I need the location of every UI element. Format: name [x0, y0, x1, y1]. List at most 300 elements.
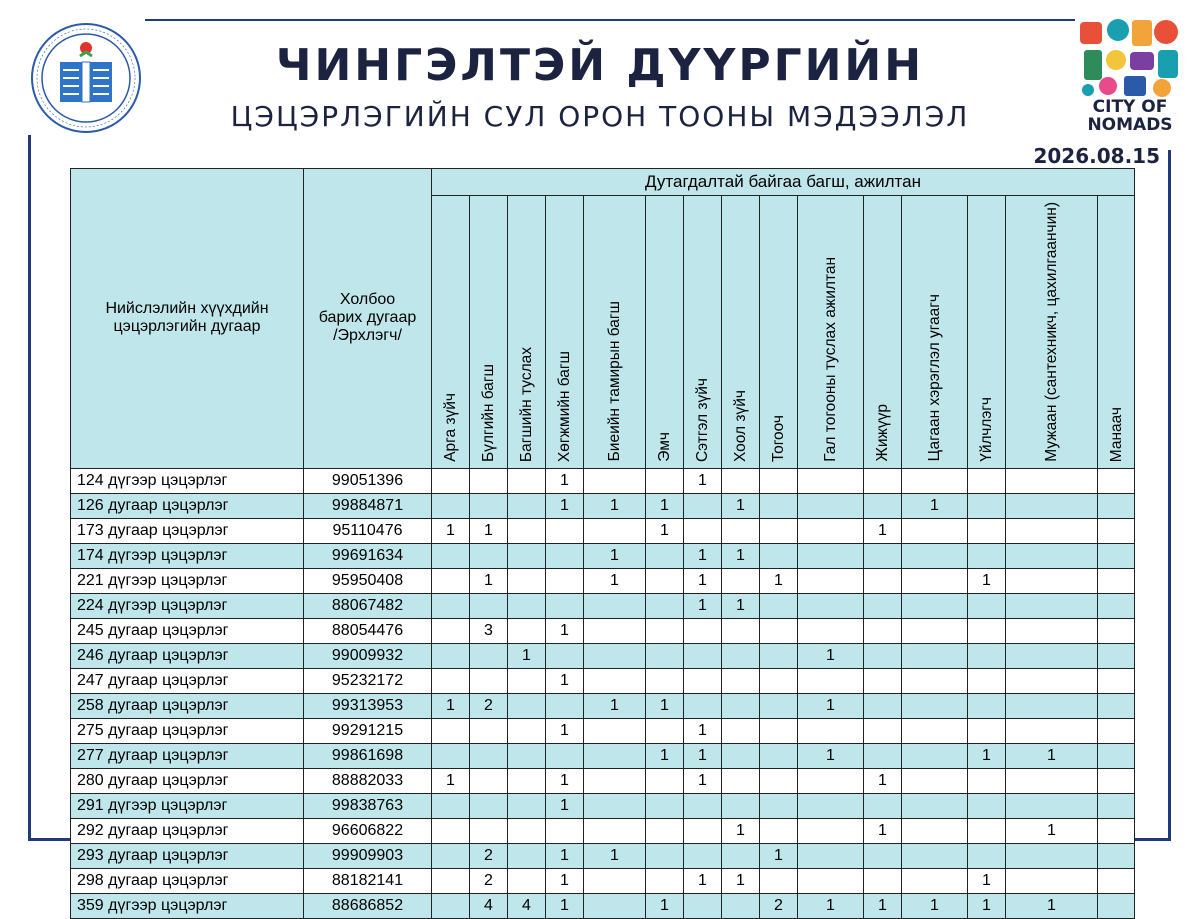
vacancy-count-cell: 1: [864, 518, 902, 543]
vacancy-count-cell: [470, 593, 508, 618]
vacancy-count-cell: 1: [546, 668, 584, 693]
vacancy-count-cell: [432, 668, 470, 693]
vacancy-count-cell: [798, 668, 864, 693]
vacancy-count-cell: [684, 493, 722, 518]
vacancy-count-cell: [684, 643, 722, 668]
vacancy-count-cell: [902, 618, 968, 643]
vacancy-count-cell: 1: [760, 843, 798, 868]
vacancy-count-cell: [864, 743, 902, 768]
header-contact-number: [304, 169, 432, 469]
table-row: [71, 893, 1135, 918]
vacancy-count-cell: [1098, 468, 1135, 493]
vacancy-count-cell: [864, 693, 902, 718]
table-row: [71, 568, 1135, 593]
header-position-label: Жижүүр: [874, 404, 891, 462]
header-position: [1006, 196, 1098, 469]
vacancy-count-cell: [864, 593, 902, 618]
vacancy-count-cell: [902, 643, 968, 668]
vacancy-count-cell: [722, 518, 760, 543]
vacancy-count-cell: 1: [432, 768, 470, 793]
vacancy-count-cell: 1: [646, 893, 684, 918]
vacancy-count-cell: [432, 743, 470, 768]
vacancy-count-cell: 1: [902, 893, 968, 918]
vacancy-count-cell: 1: [684, 718, 722, 743]
vacancy-count-cell: [1098, 718, 1135, 743]
vacancy-count-cell: [1098, 743, 1135, 768]
header-position: [722, 196, 760, 469]
vacancy-count-cell: 1: [684, 868, 722, 893]
contact-phone: 88686852: [304, 893, 432, 918]
vacancy-count-cell: [646, 568, 684, 593]
header-position-label: Хөгжмийн багш: [556, 350, 573, 462]
vacancy-count-cell: [968, 543, 1006, 568]
vacancy-count-cell: [722, 793, 760, 818]
vacancy-count-cell: [968, 818, 1006, 843]
vacancy-count-cell: 1: [546, 868, 584, 893]
vacancy-count-cell: [968, 618, 1006, 643]
vacancy-count-cell: 1: [508, 643, 546, 668]
vacancy-count-cell: [684, 893, 722, 918]
vacancy-count-cell: 1: [646, 493, 684, 518]
kindergarten-name: 277 дугаар цэцэрлэг: [71, 743, 304, 768]
vacancy-count-cell: [1006, 768, 1098, 793]
vacancy-count-cell: [508, 868, 546, 893]
vacancy-count-cell: [902, 768, 968, 793]
vacancy-count-cell: [684, 618, 722, 643]
vacancy-count-cell: [432, 868, 470, 893]
vacancy-count-cell: 1: [684, 568, 722, 593]
vacancy-count-cell: [722, 743, 760, 768]
vacancy-count-cell: 2: [470, 843, 508, 868]
header-position: [684, 196, 722, 469]
logo-text-line-1: CITY OF: [1092, 97, 1168, 117]
header-position: [646, 196, 684, 469]
header-position: [864, 196, 902, 469]
vacancy-count-cell: 1: [584, 568, 646, 593]
vacancy-count-cell: [760, 793, 798, 818]
table-row: [71, 693, 1135, 718]
table-row: [71, 468, 1135, 493]
vacancy-count-cell: [684, 818, 722, 843]
vacancy-count-cell: [1098, 493, 1135, 518]
kindergarten-name: 359 дүгээр цэцэрлэг: [71, 893, 304, 918]
vacancy-count-cell: [1006, 693, 1098, 718]
contact-phone: 99691634: [304, 543, 432, 568]
vacancy-count-cell: 2: [470, 868, 508, 893]
vacancy-count-cell: [902, 668, 968, 693]
contact-phone: 99884871: [304, 493, 432, 518]
left-border-line: [28, 135, 31, 840]
vacancy-count-cell: 1: [798, 693, 864, 718]
header-position: [470, 196, 508, 469]
vacancy-count-cell: 1: [798, 643, 864, 668]
vacancy-count-cell: [1098, 893, 1135, 918]
contact-phone: 96606822: [304, 818, 432, 843]
vacancy-count-cell: [546, 693, 584, 718]
header-position: [798, 196, 864, 469]
contact-phone: 88067482: [304, 593, 432, 618]
table-row: [71, 868, 1135, 893]
vacancy-count-cell: 1: [584, 493, 646, 518]
vacancy-count-cell: [432, 718, 470, 743]
vacancy-count-cell: 4: [508, 893, 546, 918]
vacancy-count-cell: [798, 518, 864, 543]
vacancy-count-cell: 2: [470, 693, 508, 718]
vacancy-count-cell: [798, 568, 864, 593]
vacancy-count-cell: [432, 793, 470, 818]
vacancy-count-cell: [798, 593, 864, 618]
contact-phone: 95950408: [304, 568, 432, 593]
vacancy-count-cell: [902, 843, 968, 868]
table-row: [71, 668, 1135, 693]
vacancy-count-cell: 1: [684, 468, 722, 493]
vacancy-count-cell: [798, 868, 864, 893]
contact-phone: 95110476: [304, 518, 432, 543]
contact-phone: 99291215: [304, 718, 432, 743]
kindergarten-name: 173 дугаар цэцэрлэг: [71, 518, 304, 543]
vacancy-count-cell: [508, 768, 546, 793]
vacancy-count-cell: [584, 868, 646, 893]
table-row: [71, 543, 1135, 568]
vacancy-count-cell: [508, 518, 546, 543]
vacancy-count-cell: [432, 843, 470, 868]
vacancy-count-cell: [902, 868, 968, 893]
contact-phone: 99861698: [304, 743, 432, 768]
vacancy-count-cell: [646, 593, 684, 618]
vacancy-count-cell: 1: [722, 593, 760, 618]
vacancy-count-cell: [584, 893, 646, 918]
vacancy-count-cell: [902, 693, 968, 718]
vacancy-count-cell: [968, 768, 1006, 793]
vacancy-count-cell: [1006, 793, 1098, 818]
vacancy-count-cell: [902, 568, 968, 593]
vacancy-count-cell: [470, 668, 508, 693]
vacancy-count-cell: [584, 668, 646, 693]
vacancy-count-cell: 1: [584, 843, 646, 868]
header-school-label: Нийслэлийн хүүхдийн цэцэрлэгийн дугаар: [105, 300, 269, 336]
vacancy-count-cell: [722, 893, 760, 918]
vacancy-count-cell: [760, 693, 798, 718]
vacancy-count-cell: [968, 693, 1006, 718]
vacancy-count-cell: [470, 493, 508, 518]
header-position: [546, 196, 584, 469]
vacancy-count-cell: 1: [584, 693, 646, 718]
vacancy-count-cell: [760, 493, 798, 518]
vacancy-count-cell: [902, 793, 968, 818]
vacancy-count-cell: [470, 768, 508, 793]
vacancy-count-cell: [584, 468, 646, 493]
table-row: [71, 793, 1135, 818]
vacancy-count-cell: 2: [760, 893, 798, 918]
vacancy-count-cell: [508, 593, 546, 618]
vacancy-count-cell: [798, 768, 864, 793]
vacancy-count-cell: 1: [646, 743, 684, 768]
vacancy-count-cell: [1006, 493, 1098, 518]
vacancy-count-cell: [722, 768, 760, 793]
kindergarten-name: 126 дугаар цэцэрлэг: [71, 493, 304, 518]
header-position: [508, 196, 546, 469]
vacancy-count-cell: [508, 543, 546, 568]
vacancy-count-cell: [722, 568, 760, 593]
vacancy-count-cell: [584, 818, 646, 843]
vacancy-count-cell: [902, 468, 968, 493]
vacancy-count-cell: [1006, 568, 1098, 593]
vacancy-count-cell: 1: [684, 743, 722, 768]
vacancy-count-cell: [584, 768, 646, 793]
header-position: [902, 196, 968, 469]
kindergarten-name: 247 дугаар цэцэрлэг: [71, 668, 304, 693]
vacancy-count-cell: [584, 743, 646, 768]
vacancy-count-cell: [760, 768, 798, 793]
header-position-label: Мужаан (сантехникч, цахилгаанчин): [1043, 202, 1060, 462]
vacancy-count-cell: 1: [968, 743, 1006, 768]
vacancy-count-cell: [432, 818, 470, 843]
vacancy-count-cell: 1: [646, 518, 684, 543]
page-subtitle: ЦЭЦЭРЛЭГИЙН СУЛ ОРОН ТООНЫ МЭДЭЭЛЭЛ: [230, 100, 970, 133]
header-position-label: Манаач: [1107, 406, 1125, 462]
header-position-label: Багшийн туслах: [518, 346, 535, 462]
vacancy-count-cell: [864, 718, 902, 743]
vacancy-count-cell: 1: [646, 693, 684, 718]
vacancy-count-cell: [546, 543, 584, 568]
vacancy-count-cell: [546, 593, 584, 618]
vacancy-count-cell: [646, 643, 684, 668]
header-position-label: Үйлчлэгч: [978, 397, 995, 462]
vacancy-count-cell: [1006, 468, 1098, 493]
vacancy-count-cell: 1: [546, 893, 584, 918]
vacancy-count-cell: 1: [798, 743, 864, 768]
kindergarten-name: 275 дугаар цэцэрлэг: [71, 718, 304, 743]
vacancy-count-cell: [646, 818, 684, 843]
vacancy-count-cell: [508, 668, 546, 693]
vacancy-count-cell: [864, 868, 902, 893]
vacancy-count-cell: 1: [546, 468, 584, 493]
vacancy-count-cell: [722, 618, 760, 643]
vacancy-count-cell: [546, 818, 584, 843]
vacancy-count-cell: [722, 468, 760, 493]
kindergarten-name: 224 дүгээр цэцэрлэг: [71, 593, 304, 618]
vacancy-count-cell: [1006, 543, 1098, 568]
vacancy-count-cell: 1: [546, 618, 584, 643]
vacancy-count-cell: [968, 593, 1006, 618]
table-row: [71, 618, 1135, 643]
vacancy-count-cell: [722, 718, 760, 743]
vacancy-count-cell: [432, 493, 470, 518]
header-position-label: Цагаан хэрэглэл угаагч: [926, 294, 943, 462]
vacancy-count-cell: [798, 543, 864, 568]
vacancy-count-cell: [722, 843, 760, 868]
kindergarten-name: 124 дүгээр цэцэрлэг: [71, 468, 304, 493]
table-row: [71, 493, 1135, 518]
vacancy-count-cell: [684, 518, 722, 543]
vacancy-count-cell: [584, 618, 646, 643]
contact-phone: 99838763: [304, 793, 432, 818]
table-row: [71, 593, 1135, 618]
vacancy-count-cell: [864, 568, 902, 593]
vacancy-count-cell: [864, 493, 902, 518]
vacancy-count-cell: [760, 468, 798, 493]
vacancy-count-cell: 1: [546, 768, 584, 793]
vacancy-count-cell: [508, 693, 546, 718]
vacancy-count-cell: [508, 618, 546, 643]
vacancy-count-cell: [798, 618, 864, 643]
vacancy-count-cell: [760, 618, 798, 643]
vacancy-count-cell: [760, 593, 798, 618]
vacancy-count-cell: 1: [432, 518, 470, 543]
vacancy-count-cell: [684, 793, 722, 818]
vacancy-count-cell: [1098, 668, 1135, 693]
vacancy-count-cell: [1006, 593, 1098, 618]
vacancy-count-cell: 1: [722, 493, 760, 518]
vacancy-count-cell: 1: [584, 543, 646, 568]
kindergarten-name: 258 дугаар цэцэрлэг: [71, 693, 304, 718]
vacancy-count-cell: 1: [722, 543, 760, 568]
vacancy-count-cell: [508, 818, 546, 843]
vacancy-count-cell: 1: [546, 793, 584, 818]
vacancy-count-cell: [1006, 643, 1098, 668]
vacancy-count-cell: [432, 468, 470, 493]
vacancy-count-cell: [1098, 618, 1135, 643]
vacancy-count-cell: [902, 743, 968, 768]
vacancy-count-cell: 1: [864, 768, 902, 793]
vacancy-count-cell: [432, 618, 470, 643]
header-position-label: Гал тогооны туслах ажилтан: [822, 257, 839, 462]
vacancy-count-cell: [760, 518, 798, 543]
vacancy-count-cell: [508, 793, 546, 818]
header-position-label: Биеийн тамирын багш: [606, 301, 623, 462]
vacancy-count-cell: 4: [470, 893, 508, 918]
contact-phone: 99313953: [304, 693, 432, 718]
top-border-line: [145, 19, 1075, 21]
vacancy-count-cell: [864, 668, 902, 693]
vacancy-count-cell: [1006, 843, 1098, 868]
vacancy-count-cell: [470, 468, 508, 493]
vacancy-count-cell: [546, 743, 584, 768]
vacancy-count-cell: [864, 618, 902, 643]
header-position-label: Эмч: [656, 432, 673, 462]
vacancy-count-cell: 1: [722, 868, 760, 893]
contact-phone: 99009932: [304, 643, 432, 668]
kindergarten-name: 174 дүгээр цэцэрлэг: [71, 543, 304, 568]
contact-phone: 88182141: [304, 868, 432, 893]
vacancy-count-cell: [646, 868, 684, 893]
vacancy-count-cell: 3: [470, 618, 508, 643]
vacancy-count-cell: [1098, 793, 1135, 818]
vacancy-count-cell: 1: [470, 518, 508, 543]
vacancy-count-cell: [584, 518, 646, 543]
vacancy-count-cell: [584, 718, 646, 743]
vacancy-count-cell: [760, 718, 798, 743]
header-missing-staff-group: Дутагдалтай байгаа багш, ажилтан: [432, 169, 1135, 196]
logo-text-line-2: NOMADS: [1087, 115, 1173, 135]
contact-phone: 99051396: [304, 468, 432, 493]
vacancy-count-cell: 1: [470, 568, 508, 593]
vacancy-count-cell: [432, 543, 470, 568]
vacancy-count-cell: [760, 668, 798, 693]
vacancy-count-cell: [722, 693, 760, 718]
vacancy-count-cell: [902, 818, 968, 843]
vacancy-count-cell: [684, 843, 722, 868]
vacancy-count-cell: [722, 668, 760, 693]
page-title: ЧИНГЭЛТЭЙ ДҮҮРГИЙН: [275, 40, 925, 91]
vacancy-count-cell: [1098, 593, 1135, 618]
report-date: 2026.08.15: [1033, 144, 1160, 168]
contact-phone: 99909903: [304, 843, 432, 868]
contact-phone: 88882033: [304, 768, 432, 793]
table-row: [71, 768, 1135, 793]
vacancy-count-cell: [760, 818, 798, 843]
vacancy-count-cell: 1: [546, 493, 584, 518]
vacancy-count-cell: [508, 468, 546, 493]
header-position-label: Тогооч: [770, 414, 787, 462]
vacancy-count-cell: [902, 543, 968, 568]
vacancy-count-cell: [470, 818, 508, 843]
vacancy-count-cell: [760, 868, 798, 893]
table-row: [71, 718, 1135, 743]
vacancy-count-cell: [1006, 518, 1098, 543]
vacancy-count-cell: [584, 643, 646, 668]
kindergarten-name: 298 дугаар цэцэрлэг: [71, 868, 304, 893]
kindergarten-name: 291 дүгээр цэцэрлэг: [71, 793, 304, 818]
vacancy-count-cell: [1006, 618, 1098, 643]
vacancy-count-cell: 1: [1006, 743, 1098, 768]
vacancy-count-cell: [584, 593, 646, 618]
vacancy-count-cell: [864, 468, 902, 493]
vacancy-count-cell: [902, 593, 968, 618]
header-position: [968, 196, 1006, 469]
vacancy-count-cell: [760, 643, 798, 668]
vacancy-count-cell: [508, 743, 546, 768]
table-row: [71, 818, 1135, 843]
vacancy-count-cell: [760, 743, 798, 768]
vacancy-count-cell: [1098, 693, 1135, 718]
vacancy-count-cell: [646, 718, 684, 743]
vacancy-count-cell: 1: [684, 768, 722, 793]
vacancy-count-cell: [646, 768, 684, 793]
table-row: [71, 743, 1135, 768]
header-contact-label: Холбоо барих дугаар /Эрхлэгч/: [318, 291, 417, 345]
education-department-logo: [30, 22, 142, 134]
vacancy-count-cell: 1: [684, 543, 722, 568]
vacancy-count-cell: [760, 543, 798, 568]
vacancy-count-cell: [798, 843, 864, 868]
vacancy-count-cell: [508, 493, 546, 518]
vacancy-count-cell: 1: [1006, 818, 1098, 843]
vacancy-count-cell: 1: [760, 568, 798, 593]
vacancy-count-cell: [798, 468, 864, 493]
vacancy-count-cell: [546, 518, 584, 543]
header-position-label: Хоол зүйч: [732, 389, 749, 462]
vacancy-count-cell: [432, 593, 470, 618]
vacancy-count-cell: [798, 493, 864, 518]
vacancy-count-cell: [546, 568, 584, 593]
vacancy-count-cell: 1: [798, 893, 864, 918]
header-position-label: Бүлгийн багш: [480, 363, 497, 462]
header-position: [1098, 196, 1135, 469]
vacancy-count-cell: 1: [432, 693, 470, 718]
vacancy-count-cell: [1006, 868, 1098, 893]
header-position-label: Сэтгэл зүйч: [694, 377, 711, 462]
vacancy-count-cell: [646, 793, 684, 818]
vacancy-count-cell: [470, 643, 508, 668]
kindergarten-name: 280 дугаар цэцэрлэг: [71, 768, 304, 793]
vacancy-count-cell: [722, 643, 760, 668]
vacancy-count-cell: [902, 518, 968, 543]
vacancy-count-cell: [798, 793, 864, 818]
contact-phone: 88054476: [304, 618, 432, 643]
vacancy-count-cell: [968, 518, 1006, 543]
vacancy-count-cell: 1: [968, 893, 1006, 918]
